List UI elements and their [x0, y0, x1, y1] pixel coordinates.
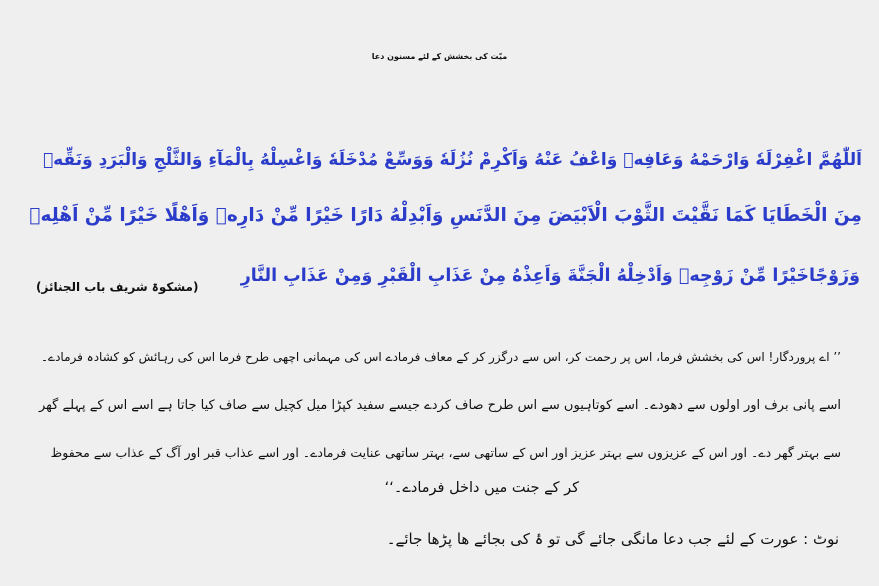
translation-line-3: سے بہتر گھر دے۔ اور اس کے عزیزوں سے بہتر عزیز اور اس کے ساتھی سے، بہتر ساتھی عنایت فرمادے۔ اور اسے عذاب قبر اور آگ کے عذاب سے محفوظ [50, 445, 841, 460]
dua-arabic-line-2: مِنَ الْخَطَايَا كَمَا نَقَّيْتَ الثَّوْبَ الْاَبْيَضَ مِنَ الدَّنَسِ وَاَبْدِلْهُ دَارًا خَيْرًا مِّنْ دَارِهٖ وَاَهْلًا خَيْرًا مِّنْ اَهْلِهٖ [29, 205, 862, 226]
translation-line-2: اسے پانی برف اور اولوں سے دھودے۔ اسے کوتاہیوں سے اس طرح صاف کردے جیسے سفید کپڑا میل کچیل سے صاف کیا جاتا ہے اسے اس کے پہلے گھر [38, 398, 841, 413]
hadith-reference: (مشکوۃ شریف باب الجنائز) [36, 280, 199, 294]
dua-arabic-line-1: اَللّٰھُمَّ اغْفِرْلَهٗ وَارْحَمْهُ وَعَافِهٖ وَاعْفُ عَنْهُ وَاَكْرِمْ نُزُلَهٗ وَوَسِّعْ مُدْخَلَهٗ وَاغْسِلْهُ بِالْمَآءِ وَالثَّلْجِ وَالْبَرَدِ وَنَقِّهٖ [42, 150, 862, 170]
translation-line-1: ’’ اے پروردگار! اس کی بخشش فرما، اس پر رحمت کر، اس سے درگزر کر کے معاف فرمادے اس کی مہمانی اچھی طرح فرما اس کی رہائش کو کشادہ فرمادے۔ [41, 350, 841, 364]
dua-arabic-line-3: وَزَوْجًاخَيْرًا مِّنْ زَوْجِهٖ وَاَدْخِلْهُ الْجَنَّةَ وَاَعِذْهُ مِنْ عَذَابِ الْقَبْرِ وَمِنْ عَذَابِ النَّارِ [240, 266, 860, 286]
translation-line-4: کر کے جنت میں داخل فرمادے۔‘‘ [384, 480, 579, 496]
note-text: نوٹ : عورت کے لئے جب دعا مانگی جائے گی تو ۂ کی بجائے ھا پڑھا جائے۔ [386, 530, 839, 548]
page-title: میّت کی بخشش کے لئے مسنون دعا [371, 52, 508, 61]
